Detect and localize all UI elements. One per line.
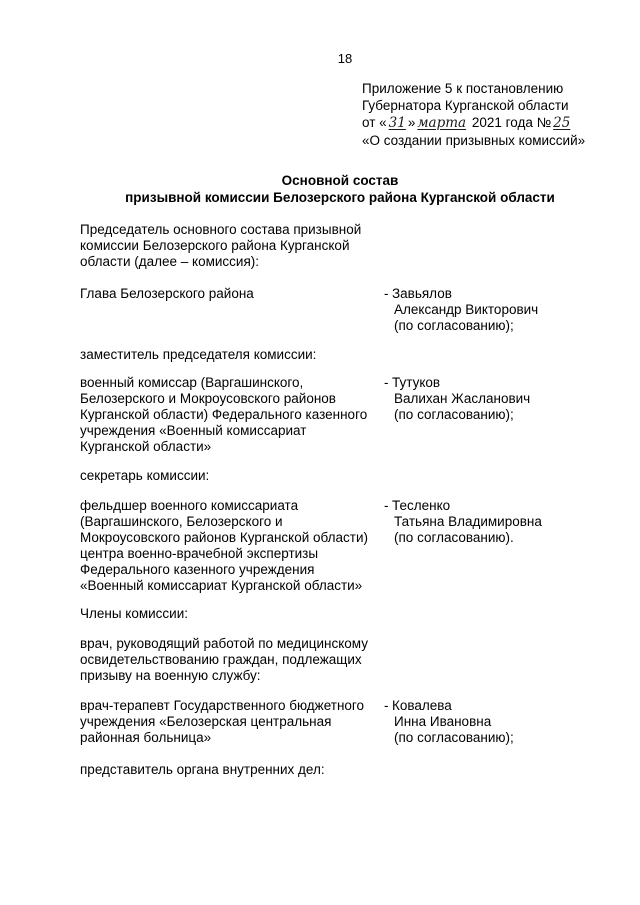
full-name: Валихан Жасланович xyxy=(394,391,531,406)
text-line: врач, руководящий работой по медицинскому xyxy=(80,636,368,651)
surname: Тутуков xyxy=(392,375,441,390)
text-line: Глава Белозерского района xyxy=(80,286,254,301)
note: (по согласованию). xyxy=(394,530,514,545)
appendix-line-1: Приложение 5 к постановлению xyxy=(362,81,564,96)
text-line: врач-терапевт Государственного бюджетного xyxy=(80,698,365,713)
dash: - xyxy=(384,498,389,513)
text-line: освидетельствованию граждан, подлежащих xyxy=(80,652,362,667)
doctor-person xyxy=(384,698,604,746)
handwritten-month: марта xyxy=(417,115,467,131)
appendix-line-4: «О создании призывных комиссий» xyxy=(362,133,586,148)
text-line: Председатель основного состава призывной xyxy=(80,222,362,237)
surname: Ковалева xyxy=(392,698,452,713)
text-line: учреждения «Военный комиссариат xyxy=(80,423,307,438)
note: (по согласованию); xyxy=(394,730,514,745)
text-line: военный комиссар (Варгашинского, xyxy=(80,375,304,390)
deputy-position xyxy=(80,375,380,455)
title-line-1: Основной состав xyxy=(281,173,399,188)
text-line: комиссии Белозерского района Курганской xyxy=(80,238,350,253)
text-line: фельдшер военного комиссариата xyxy=(80,498,299,513)
doctor-position xyxy=(80,698,380,746)
text-line: «Военный комиссариат Курганской области» xyxy=(80,578,363,593)
text-line: районная больница» xyxy=(80,730,212,745)
full-name: Александр Викторович xyxy=(394,302,539,317)
text-line: Курганской области» xyxy=(80,439,212,454)
deputy-person xyxy=(384,375,604,423)
appendix-line-3 xyxy=(362,114,585,132)
note: (по согласованию); xyxy=(394,318,514,333)
text-line: учреждения «Белозерская центральная xyxy=(80,714,332,729)
chairman-position xyxy=(80,286,380,302)
deputy-heading: заместитель председателя комиссии: xyxy=(80,347,317,362)
appendix-date-quote: » xyxy=(407,115,416,130)
page-number: 18 xyxy=(337,51,353,66)
surname: Тесленко xyxy=(392,498,451,513)
text-line: Белозерского и Мокроусовского районов xyxy=(80,391,336,406)
secretary-position xyxy=(80,498,380,594)
handwritten-number: 25 xyxy=(553,115,571,131)
text-line: призыву на военную службу: xyxy=(80,668,261,683)
dash: - xyxy=(384,375,389,390)
surname: Завьялов xyxy=(392,286,452,301)
note: (по согласованию); xyxy=(394,407,514,422)
text-line: центра военно-врачебной экспертизы xyxy=(80,546,319,561)
police-heading: представитель органа внутренних дел: xyxy=(80,762,325,777)
dash: - xyxy=(384,286,389,301)
appendix-year: 2021 года № xyxy=(471,115,552,130)
doctor-heading xyxy=(80,636,380,684)
appendix-line-2: Губернатора Курганской области xyxy=(362,98,569,113)
chairman-person xyxy=(384,286,604,334)
document-title xyxy=(0,172,640,206)
text-line: (Варгашинского, Белозерского и xyxy=(80,514,283,529)
appendix-date-prefix: от « xyxy=(362,115,387,130)
text-line: области (далее – комиссия): xyxy=(80,254,260,269)
text-line: Мокроусовского районов Курганской области) xyxy=(80,530,369,545)
full-name: Инна Ивановна xyxy=(394,714,492,729)
members-heading: Члены комиссии: xyxy=(80,606,189,621)
full-name: Татьяна Владимировна xyxy=(394,514,542,529)
secretary-person xyxy=(384,498,604,546)
text-line: Федерального казенного учреждения xyxy=(80,562,315,577)
handwritten-day: 31 xyxy=(388,115,406,131)
title-line-2: призывной комиссии Белозерского района Курганской области xyxy=(125,190,555,205)
text-line: Курганской области) Федерального казенного xyxy=(80,407,368,422)
appendix-block xyxy=(362,80,585,149)
chairman-heading xyxy=(80,222,380,270)
secretary-heading: секретарь комиссии: xyxy=(80,468,210,483)
dash: - xyxy=(384,698,389,713)
